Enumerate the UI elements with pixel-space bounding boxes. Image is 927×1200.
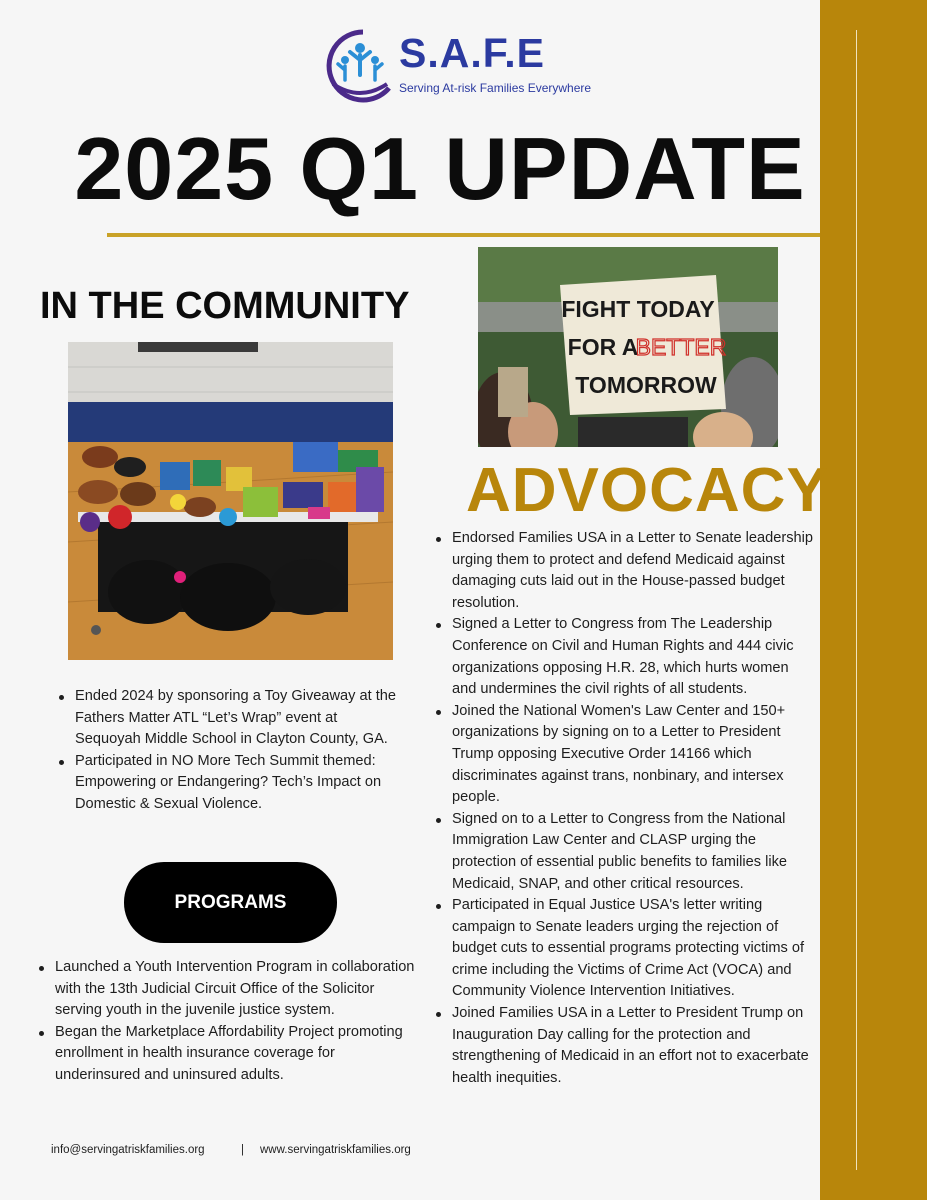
advocacy-list [434,528,816,1089]
advocacy-item-5: Participated in Equal Justice USA's letter writing campaign to Senate leaders urging the rejection of budget cuts to essential programs protecting victims of crime including the Victims of Crime Act (VOCA) and Community Violence Intervention Initiatives. [434,895,816,1003]
page-title: 2025 Q1 UPDATE [74,119,806,218]
community-item-1: Ended 2024 by sponsoring a Toy Giveaway at the Fathers Matter ATL “Let’s Wrap” event at Sequoyah Middle School in Clayton County, GA. [57,686,397,751]
advocacy-heading: ADVOCACY [466,456,829,525]
footer-website[interactable]: www.servingatriskfamilies.org [260,1144,411,1156]
advocacy-item-3: Joined the National Women's Law Center and 150+ organizations by signing on to a Letter to President Trump opposing Executive Order 14166 which discriminates against trans, nonbinary, and intersex people. [434,701,816,809]
programs-item-1: Launched a Youth Intervention Program in collaboration with the 13th Judicial Circuit Office of the Solicitor serving youth in the juvenile justice system. [37,957,422,1022]
advocacy-item-1: Endorsed Families USA in a Letter to Senate leadership urging them to protect and defend Medicaid against damaging cuts laid out in the House-passed budget resolution. [434,528,816,614]
programs-badge [124,862,337,943]
programs-heading: PROGRAMS [174,891,287,913]
advocacy-item-4: Signed on to a Letter to Congress from the National Immigration Law Center and CLASP urging the protection of essential public benefits to families like Medicaid, SNAP, and other critical resources. [434,809,816,895]
advocacy-item-2: Signed a Letter to Congress from The Leadership Conference on Civil and Human Rights and 444 civic organizations opposing H.R. 28, which hurts women and undermines the civil rights of all students. [434,614,816,700]
sign-line-3: TOMORROW [575,372,717,398]
toy-giveaway-photo [68,342,393,660]
safe-logo [323,28,592,108]
title-divider [107,233,820,237]
advocacy-item-6: Joined Families USA in a Letter to President Trump on Inauguration Day calling for the protection and strengthening of Medicaid in an effort not to exacerbate health inequities. [434,1003,816,1089]
sign-line-2b: BETTER [635,334,727,360]
logo-name: S.A.F.E [399,30,545,76]
logo-tagline: Serving At-risk Families Everywhere [399,81,592,95]
community-item-2: Participated in NO More Tech Summit themed: Empowering or Endangering? Tech’s Impact on Domestic & Sexual Violence. [57,751,397,816]
footer-separator: | [241,1144,244,1156]
sign-line-2a: FOR A [567,334,639,360]
community-heading: IN THE COMMUNITY [40,285,410,327]
programs-item-2: Began the Marketplace Affordability Project promoting enrollment in health insurance coverage for underinsured and uninsured adults. [37,1022,422,1087]
sign-line-1: FIGHT TODAY [561,296,715,322]
footer-email[interactable]: info@servingatriskfamilies.org [51,1144,205,1156]
community-list [57,686,397,816]
programs-list [37,957,422,1087]
rally-sign-photo [478,247,778,447]
safe-logo-mark-icon [323,28,397,106]
